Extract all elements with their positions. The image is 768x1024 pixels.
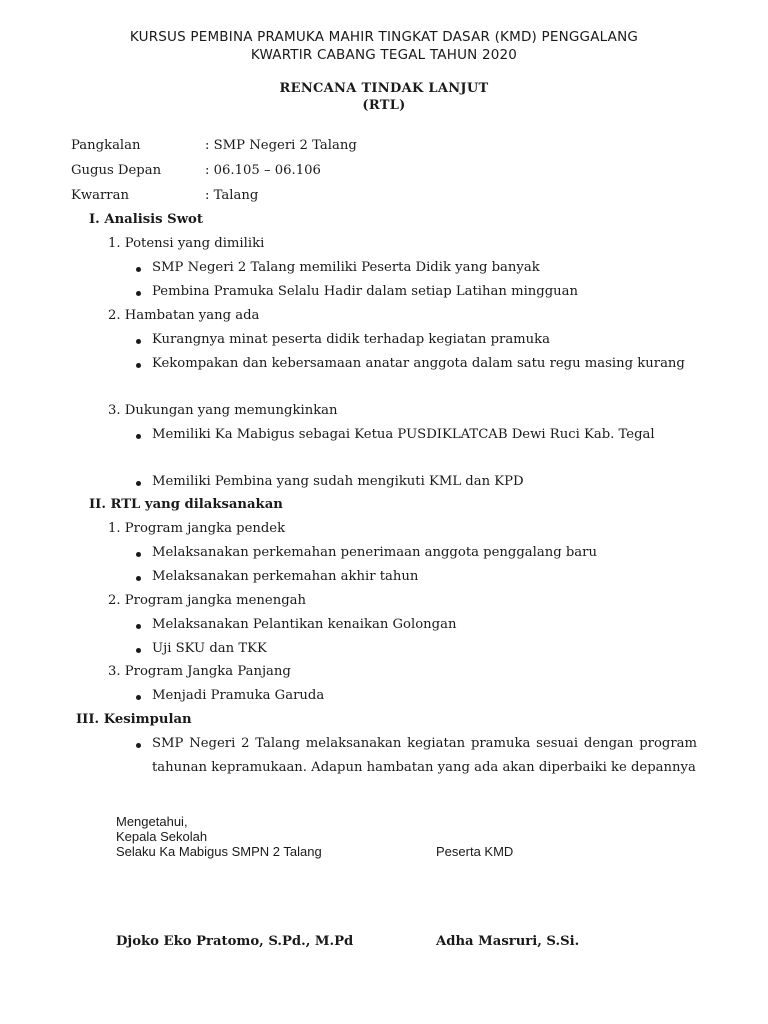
bullet-icon: [136, 363, 141, 368]
bullet-icon: [136, 576, 141, 581]
section-heading-rtl: II. RTL yang dilaksanakan: [89, 497, 283, 512]
section-heading-kesimpulan: III. Kesimpulan: [76, 712, 192, 727]
kwarran-label: Kwarran: [71, 188, 129, 203]
pangkalan-label: Pangkalan: [71, 138, 141, 153]
bullet-text: Memiliki Ka Mabigus sebagai Ketua PUSDIKLATCAB Dewi Ruci Kab. Tegal: [152, 427, 655, 442]
bullet-text: Melaksanakan perkemahan akhir tahun: [152, 569, 419, 584]
bullet-text: Melaksanakan perkemahan penerimaan anggota penggalang baru: [152, 545, 597, 560]
gugus-depan-label: Gugus Depan: [71, 163, 162, 178]
signature-principal-name: Djoko Eko Pratomo, S.Pd., M.Pd: [116, 934, 354, 949]
bullet-text: Kekompakan dan kebersamaan anatar anggota dalam satu regu masing kurang: [152, 356, 685, 371]
bullet-icon: [136, 339, 141, 344]
signature-participant-name: Adha Masruri, S.Si.: [436, 934, 580, 949]
bullet-text: SMP Negeri 2 Talang memiliki Peserta Didik yang banyak: [152, 260, 540, 275]
document-title: RENCANA TINDAK LANJUT: [279, 81, 489, 96]
list-item-jangka-panjang: 3. Program Jangka Panjang: [108, 664, 291, 679]
list-item-hambatan: 2. Hambatan yang ada: [108, 308, 260, 323]
gugus-depan-value: : 06.105 – 06.106: [205, 163, 321, 178]
bullet-icon: [136, 291, 141, 296]
list-item-potensi: 1. Potensi yang dimiliki: [108, 236, 265, 251]
list-item-dukungan: 3. Dukungan yang memungkinkan: [108, 403, 338, 418]
bullet-icon: [136, 743, 141, 748]
bullet-icon: [136, 695, 141, 700]
bullet-icon: [136, 434, 141, 439]
bullet-text: Menjadi Pramuka Garuda: [152, 688, 325, 703]
header-line-1: KURSUS PEMBINA PRAMUKA MAHIR TINGKAT DASAR (KMD) PENGGALANG: [129, 29, 639, 45]
header-line-2: KWARTIR CABANG TEGAL TAHUN 2020: [250, 47, 518, 63]
bullet-text: Melaksanakan Pelantikan kenaikan Golongan: [152, 617, 457, 632]
section-heading-analisis-swot: I. Analisis Swot: [89, 212, 203, 227]
bullet-icon: [136, 648, 141, 653]
signature-principal-role: Selaku Ka Mabigus SMPN 2 Talang: [116, 844, 322, 859]
bullet-icon: [136, 624, 141, 629]
kwarran-value: : Talang: [205, 188, 259, 203]
bullet-icon: [136, 481, 141, 486]
bullet-icon: [136, 267, 141, 272]
document-title-abbr: (RTL): [362, 98, 406, 113]
bullet-icon: [136, 552, 141, 557]
bullet-text: Memiliki Pembina yang sudah mengikuti KML dan KPD: [152, 474, 524, 489]
signature-principal-title: Kepala Sekolah: [116, 829, 208, 844]
bullet-text: Kurangnya minat peserta didik terhadap kegiatan pramuka: [152, 332, 551, 347]
signature-participant-title: Peserta KMD: [436, 844, 514, 859]
bullet-text: Pembina Pramuka Selalu Hadir dalam setiap Latihan mingguan: [152, 284, 579, 299]
pangkalan-value: : SMP Negeri 2 Talang: [205, 138, 357, 153]
list-item-jangka-menengah: 2. Program jangka menengah: [108, 593, 307, 608]
conclusion-text: SMP Negeri 2 Talang melaksanakan kegiatan pramuka sesuai dengan program tahunan kepramukaan. Adapun hambatan yang ada akan diperbaiki ke depannya: [152, 736, 697, 775]
signature-acknowledged: Mengetahui,: [116, 814, 188, 829]
list-item-jangka-pendek: 1. Program jangka pendek: [108, 521, 286, 536]
bullet-text: Uji SKU dan TKK: [152, 641, 267, 656]
